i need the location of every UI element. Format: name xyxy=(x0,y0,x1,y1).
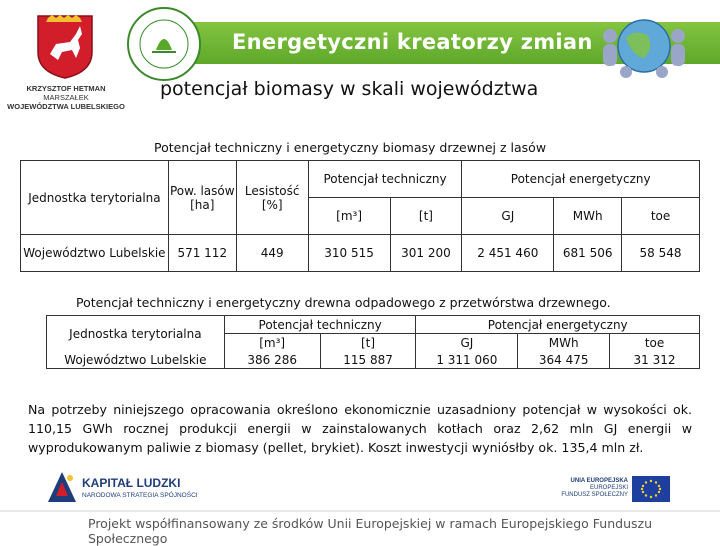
header-mwh: MWh xyxy=(554,198,622,235)
page-title: potencjał biomasy w skali województwa xyxy=(160,78,539,100)
cell-mwh: 681 506 xyxy=(554,235,622,272)
cell-mwh-2: 364 475 xyxy=(518,351,610,369)
crest-caption-line3: WOJEWÓDZTWA LUBELSKIEGO xyxy=(7,102,125,111)
header-m3: [m³] xyxy=(308,198,390,235)
header-energy-potential: Potencjał energetyczny xyxy=(462,161,700,198)
header-tech-potential: Potencjał techniczny xyxy=(308,161,462,198)
eu-line2: EUROPEJSKI xyxy=(589,485,628,491)
header-t-2: [t] xyxy=(320,334,416,352)
kl-subtitle: NARODOWA STRATEGIA SPÓJNOŚCI xyxy=(82,492,198,499)
table-row xyxy=(21,235,700,272)
cell-toe: 58 548 xyxy=(622,235,700,272)
header-t: [t] xyxy=(390,198,462,235)
header-gj-2: GJ xyxy=(416,334,518,352)
header-gj: GJ xyxy=(462,198,554,235)
cell-t: 301 200 xyxy=(390,235,462,272)
cell-forest-cover: 449 xyxy=(236,235,308,272)
table2-caption: Potencjał techniczny i energetyczny drewna odpadowego z przetwórstwa drzewnego. xyxy=(76,295,611,310)
cell-m3-2: 386 286 xyxy=(224,351,320,369)
header-forest-cover-label: Lesistość xyxy=(244,183,300,198)
cell-gj: 2 451 460 xyxy=(462,235,554,272)
header-energy-potential-2: Potencjał energetyczny xyxy=(416,316,700,334)
header-forest-cover xyxy=(236,161,308,235)
crest-caption xyxy=(4,84,128,111)
header-unit: Jednostka terytorialna xyxy=(21,161,169,235)
cell-gj-2: 1 311 060 xyxy=(416,351,518,369)
eu-flag-icon xyxy=(632,476,670,502)
crest-caption-line1: KRZYSZTOF HETMAN xyxy=(26,84,106,93)
table-row xyxy=(47,351,700,369)
lubelskie-crest-icon xyxy=(36,14,94,80)
header-m3-2: [m³] xyxy=(224,334,320,352)
header-toe-2: toe xyxy=(610,334,700,352)
kapital-ludzki-logo-icon xyxy=(46,470,78,504)
cell-t-2: 115 887 xyxy=(320,351,416,369)
header-forest-area xyxy=(168,161,236,235)
header-forest-area-unit: [ha] xyxy=(190,197,215,212)
table1-caption: Potencjał techniczny i energetyczny biomasy drzewnej z lasów xyxy=(154,140,547,155)
wood-waste-table xyxy=(46,315,700,369)
header-unit-2: Jednostka terytorialna xyxy=(47,316,225,352)
summary-paragraph: Na potrzeby niniejszego opracowania określono ekonomicznie uzasadniony potencjał w wysokości ok. 110,15 GWh rocznej produkcji energii w zainstalowanych kotłach oraz 2,62 mln GJ energii w wyprodukowanym paliwie z biomasy (pellet, brykiet). Koszt inwestycji wyniósłby ok. 135,4 mln zł. xyxy=(28,402,692,455)
kl-title: KAPITAŁ LUDZKI xyxy=(82,476,181,490)
header-toe: toe xyxy=(622,198,700,235)
header-forest-area-label: Pow. lasów xyxy=(169,183,235,198)
cofinance-text: Projekt współfinansowany ze środków Unii Europejskiej w ramach Europejskiego Funduszu Społecznego xyxy=(88,516,653,546)
eu-line3: FUNDUSZ SPOŁECZNY xyxy=(561,492,628,498)
header-mwh-2: MWh xyxy=(518,334,610,352)
cell-name: Województwo Lubelskie xyxy=(21,235,169,272)
eu-caption xyxy=(542,478,628,499)
header-forest-cover-unit: [%] xyxy=(261,197,283,212)
forest-biomass-table xyxy=(20,160,700,272)
eu-line1: UNIA EUROPEJSKA xyxy=(570,478,628,484)
cell-name-2: Województwo Lubelskie xyxy=(47,351,225,369)
crest-caption-line2: MARSZAŁEK xyxy=(43,93,89,102)
cell-toe-2: 31 312 xyxy=(610,351,700,369)
globe-people-icon xyxy=(596,8,692,88)
fund-logo-icon xyxy=(126,6,202,82)
banner-title: Energetyczni kreatorzy zmian xyxy=(232,30,593,54)
footer-divider xyxy=(0,510,720,512)
cell-m3: 310 515 xyxy=(308,235,390,272)
cell-forest-area: 571 112 xyxy=(168,235,236,272)
header-tech-potential-2: Potencjał techniczny xyxy=(224,316,416,334)
